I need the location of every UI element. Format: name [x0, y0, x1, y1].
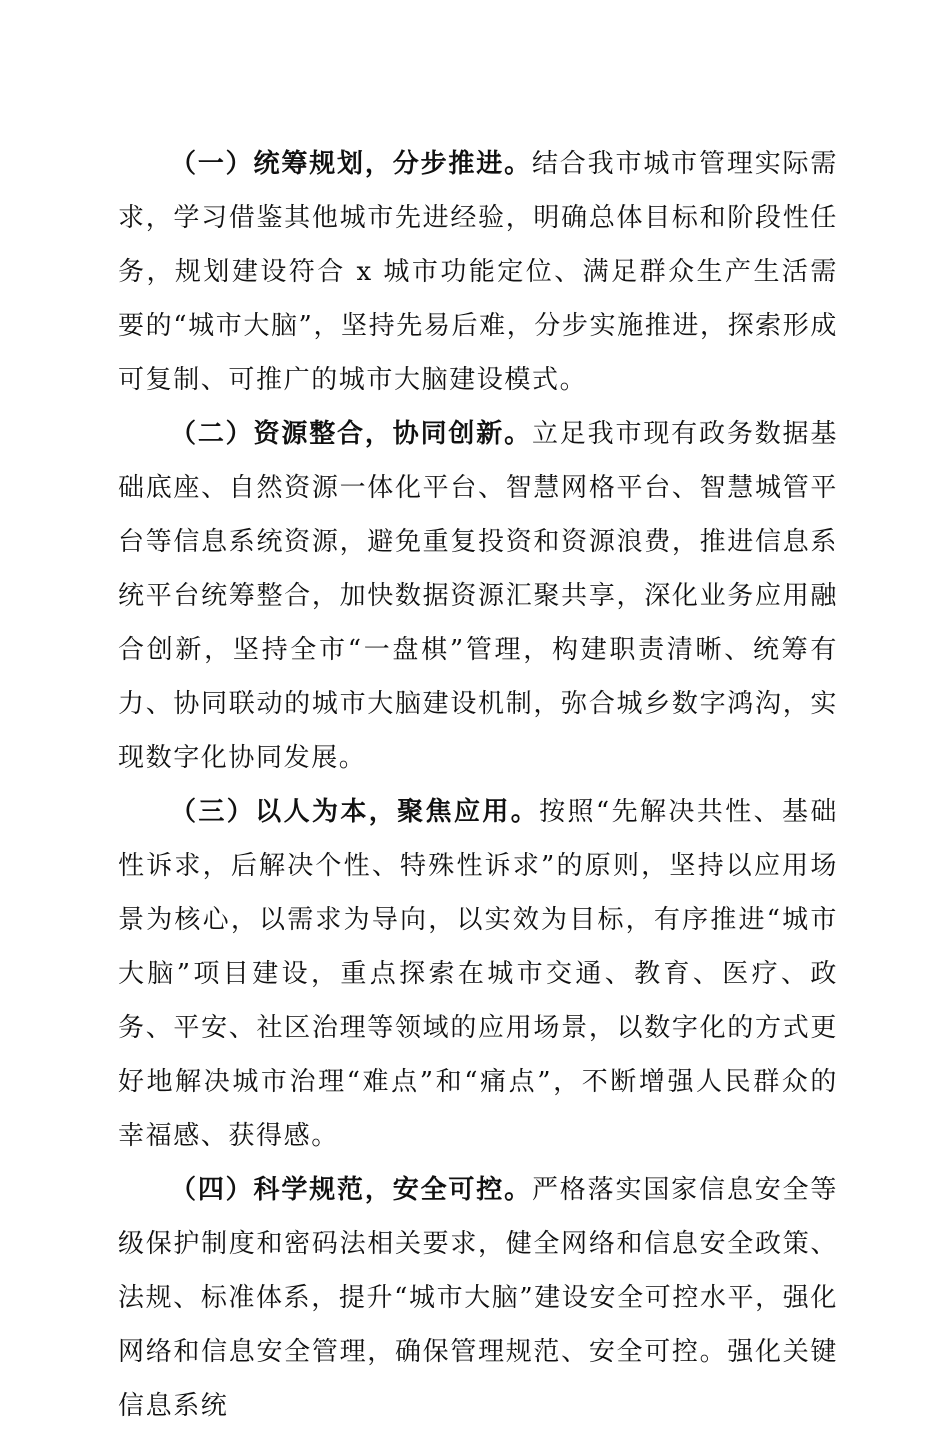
- paragraph-1-heading: （一）统筹规划，分步推进。: [170, 149, 532, 179]
- paragraph-4-body: 严格落实国家信息安全等级保护制度和密码法相关要求，健全网络和信息安全政策、法规、标准体系，提升“城市大脑”建设安全可控水平，强化网络和信息安全管理，确保管理规范、安全可控。强化关键信息系统: [118, 1175, 838, 1421]
- paragraph-1: [118, 137, 838, 407]
- paragraph-2-heading: （二）资源整合，协同创新。: [170, 419, 532, 449]
- paragraph-3: [118, 785, 838, 1163]
- paragraph-4: [118, 1163, 838, 1433]
- paragraph-4-heading: （四）科学规范，安全可控。: [170, 1175, 532, 1205]
- document-body: [118, 137, 838, 1433]
- paragraph-3-heading: （三）以人为本，聚焦应用。: [170, 797, 540, 827]
- paragraph-2-body: 立足我市现有政务数据基础底座、自然资源一体化平台、智慧网格平台、智慧城管平台等信息系统资源，避免重复投资和资源浪费，推进信息系统平台统筹整合，加快数据资源汇聚共享，深化业务应用融合创新，坚持全市“一盘棋”管理，构建职责清晰、统筹有力、协同联动的城市大脑建设机制，弥合城乡数字鸿沟，实现数字化协同发展。: [118, 419, 838, 773]
- paragraph-2: [118, 407, 838, 785]
- paragraph-3-body: 按照“先解决共性、基础性诉求，后解决个性、特殊性诉求”的原则，坚持以应用场景为核心，以需求为导向，以实效为目标，有序推进“城市大脑”项目建设，重点探索在城市交通、教育、医疗、政务、平安、社区治理等领域的应用场景，以数字化的方式更好地解决城市治理“难点”和“痛点”，不断增强人民群众的幸福感、获得感。: [118, 797, 838, 1151]
- paragraph-1-body: 结合我市城市管理实际需求，学习借鉴其他城市先进经验，明确总体目标和阶段性任务，规划建设符合 x 城市功能定位、满足群众生产生活需要的“城市大脑”，坚持先易后难，分步实施推进，探索形成可复制、可推广的城市大脑建设模式。: [118, 149, 838, 395]
